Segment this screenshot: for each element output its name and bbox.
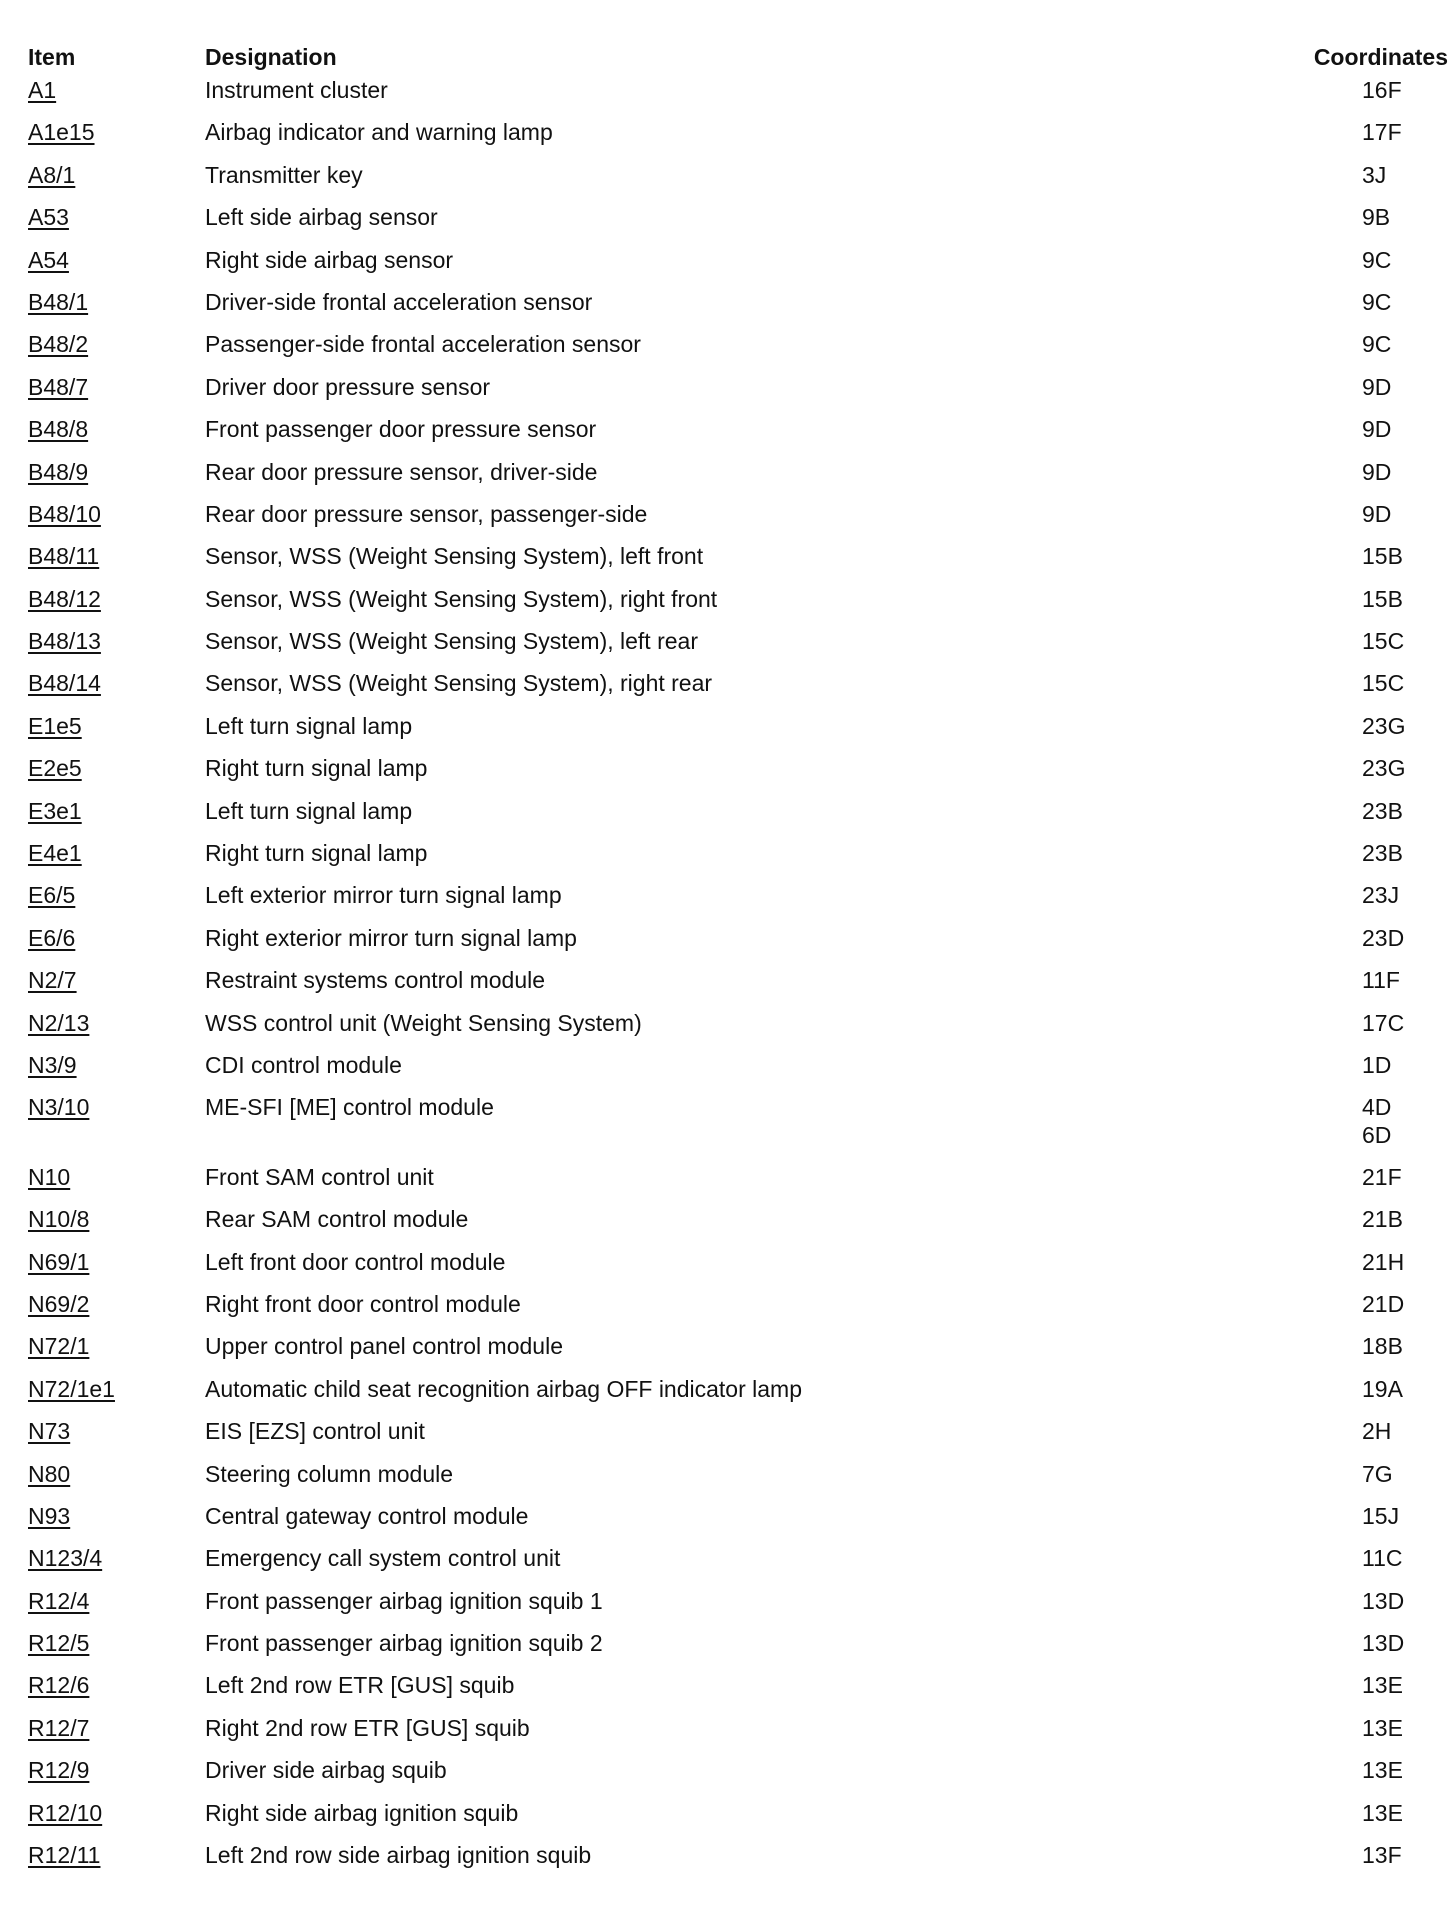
coordinate-value: 19A: [1362, 1375, 1403, 1402]
table-row: [28, 839, 1448, 881]
designation-cell: Rear door pressure sensor, passenger-side: [205, 500, 648, 527]
coordinates-cell: [1303, 1163, 1448, 1205]
coordinates-cell: [1303, 1205, 1448, 1247]
coordinates-cell: [1303, 1799, 1448, 1841]
item-link[interactable]: N72/1e1: [28, 1375, 115, 1402]
coordinate-value: 13D: [1362, 1587, 1405, 1614]
table-row: [28, 288, 1448, 330]
item-cell: [28, 1756, 205, 1798]
table-header-row: [28, 44, 1448, 76]
designation-cell: Restraint systems control module: [205, 967, 546, 994]
designation-cell: Front SAM control unit: [205, 1163, 434, 1190]
coordinate-value: 15C: [1362, 670, 1405, 697]
table-row: [28, 712, 1448, 754]
table-row: [28, 1290, 1448, 1332]
coordinate-value: 9D: [1362, 416, 1392, 443]
coordinate-value: 13E: [1362, 1672, 1403, 1699]
item-link[interactable]: N2/13: [28, 1009, 90, 1036]
coordinates-cell: [1303, 1248, 1448, 1290]
table-row: [28, 881, 1448, 923]
coordinates-cell: [1303, 458, 1448, 500]
item-link[interactable]: N69/2: [28, 1290, 90, 1317]
coordinate-value: 7G: [1362, 1460, 1393, 1487]
item-cell: [28, 1248, 205, 1290]
coordinate-value: 21D: [1362, 1290, 1405, 1317]
item-cell: [28, 1502, 205, 1544]
designation-cell: Passenger-side frontal acceleration sensor: [205, 331, 641, 358]
coordinate-value: 4D: [1362, 1094, 1392, 1121]
table-row: [28, 1093, 1448, 1162]
coordinates-cell: [1303, 1290, 1448, 1332]
item-cell: [28, 246, 205, 288]
item-link[interactable]: B48/8: [28, 416, 89, 443]
item-cell: [28, 1799, 205, 1841]
item-link[interactable]: R12/10: [28, 1799, 103, 1826]
designation-cell: Right front door control module: [205, 1290, 521, 1317]
designation-cell: Sensor, WSS (Weight Sensing System), right rear: [205, 670, 713, 697]
coordinates-cell: [1303, 500, 1448, 542]
item-cell: [28, 712, 205, 754]
coordinates-cell: [1303, 1629, 1448, 1671]
coordinate-value: 21F: [1362, 1163, 1402, 1190]
item-link[interactable]: B48/7: [28, 373, 89, 400]
coordinates-cell: [1303, 118, 1448, 160]
component-legend-table: [28, 44, 1448, 1883]
item-link[interactable]: N10/8: [28, 1206, 90, 1233]
table-row: [28, 1502, 1448, 1544]
table-row: [28, 669, 1448, 711]
designation-cell: CDI control module: [205, 1051, 402, 1078]
coordinates-cell: [1303, 373, 1448, 415]
item-cell: [28, 669, 205, 711]
item-cell: [28, 585, 205, 627]
item-link[interactable]: N3/9: [28, 1051, 77, 1078]
table-row: [28, 1587, 1448, 1629]
table-row: [28, 373, 1448, 415]
coordinate-value: 13D: [1362, 1630, 1405, 1657]
coordinates-cell: [1303, 1093, 1448, 1162]
item-cell: [28, 839, 205, 881]
item-cell: [28, 966, 205, 1008]
item-cell: [28, 1629, 205, 1671]
table-row: [28, 1756, 1448, 1798]
table-row: [28, 1671, 1448, 1713]
coordinates-cell: [1303, 1544, 1448, 1586]
designation-cell: Left 2nd row ETR [GUS] squib: [205, 1672, 515, 1699]
designation-cell: Left turn signal lamp: [205, 797, 413, 824]
item-cell: [28, 881, 205, 923]
designation-cell: Right turn signal lamp: [205, 755, 428, 782]
designation-cell: Right side airbag ignition squib: [205, 1799, 519, 1826]
coordinates-cell: [1303, 246, 1448, 288]
coordinate-value: 23D: [1362, 924, 1405, 951]
table-row: [28, 1205, 1448, 1247]
item-cell: [28, 118, 205, 160]
item-cell: [28, 1841, 205, 1883]
table-row: [28, 76, 1448, 118]
item-link[interactable]: E6/5: [28, 882, 76, 909]
item-cell: [28, 1544, 205, 1586]
item-cell: [28, 1009, 205, 1051]
designation-cell: Left exterior mirror turn signal lamp: [205, 882, 562, 909]
coordinate-value: 9D: [1362, 373, 1392, 400]
item-cell: [28, 1671, 205, 1713]
coordinates-cell: [1303, 76, 1448, 118]
table-row: [28, 1799, 1448, 1841]
table-row: [28, 627, 1448, 669]
table-row: [28, 797, 1448, 839]
item-link[interactable]: N2/7: [28, 967, 77, 994]
designation-cell: Transmitter key: [205, 161, 363, 188]
coordinate-value: 23G: [1362, 755, 1406, 782]
coordinates-cell: [1303, 1841, 1448, 1883]
designation-cell: Right side airbag sensor: [205, 246, 454, 273]
item-cell: [28, 754, 205, 796]
coordinate-value: 9C: [1362, 246, 1392, 273]
designation-cell: Front passenger airbag ignition squib 2: [205, 1630, 603, 1657]
item-cell: [28, 330, 205, 372]
designation-cell: Left side airbag sensor: [205, 204, 438, 231]
coordinate-value: 13F: [1362, 1842, 1402, 1869]
designation-column-header: Designation: [205, 44, 337, 70]
item-link[interactable]: E2e5: [28, 755, 82, 782]
designation-cell: Driver door pressure sensor: [205, 373, 491, 400]
coordinates-column-header: Coordinates: [1313, 44, 1448, 70]
item-link[interactable]: N69/1: [28, 1248, 90, 1275]
designation-cell: Sensor, WSS (Weight Sensing System), left front: [205, 543, 704, 570]
coordinates-cell: [1303, 161, 1448, 203]
item-cell: [28, 1051, 205, 1093]
item-cell: [28, 627, 205, 669]
coordinates-cell: [1303, 839, 1448, 881]
item-link[interactable]: A8/1: [28, 161, 76, 188]
designation-cell: Driver-side frontal acceleration sensor: [205, 288, 593, 315]
item-cell: [28, 1714, 205, 1756]
item-link[interactable]: E3e1: [28, 797, 82, 824]
coordinate-value: 17C: [1362, 1009, 1405, 1036]
coordinates-cell: [1303, 797, 1448, 839]
table-row: [28, 1544, 1448, 1586]
coordinate-value: 9B: [1362, 204, 1391, 231]
designation-cell: Front passenger door pressure sensor: [205, 416, 597, 443]
item-cell: [28, 161, 205, 203]
table-row: [28, 203, 1448, 245]
designation-cell: EIS [EZS] control unit: [205, 1418, 425, 1445]
item-link[interactable]: B48/9: [28, 458, 89, 485]
item-link[interactable]: B48/14: [28, 670, 101, 697]
coordinates-cell: [1303, 585, 1448, 627]
coordinate-value: 2H: [1362, 1418, 1392, 1445]
item-cell: [28, 1205, 205, 1247]
coordinate-value: 16F: [1362, 77, 1402, 103]
item-link[interactable]: N72/1: [28, 1333, 90, 1360]
coordinate-value: 21B: [1362, 1206, 1403, 1233]
coordinate-value: 17F: [1362, 119, 1402, 146]
table-row: [28, 1417, 1448, 1459]
coordinates-cell: [1303, 1714, 1448, 1756]
item-cell: [28, 203, 205, 245]
coordinate-value: 1D: [1362, 1051, 1392, 1078]
coordinates-cell: [1303, 1460, 1448, 1502]
table-row: [28, 415, 1448, 457]
coordinates-cell: [1303, 754, 1448, 796]
item-link[interactable]: R12/6: [28, 1672, 90, 1699]
coordinates-cell: [1303, 1756, 1448, 1798]
item-link[interactable]: B48/2: [28, 331, 89, 358]
designation-cell: Sensor, WSS (Weight Sensing System), right front: [205, 585, 718, 612]
coordinates-cell: [1303, 1671, 1448, 1713]
item-cell: [28, 1332, 205, 1374]
coordinate-value: 13E: [1362, 1757, 1403, 1784]
designation-cell: Automatic child seat recognition airbag OFF indicator lamp: [205, 1375, 803, 1402]
table-row: [28, 1714, 1448, 1756]
designation-cell: Airbag indicator and warning lamp: [205, 119, 553, 146]
coordinates-cell: [1303, 966, 1448, 1008]
table-row: [28, 1841, 1448, 1883]
coordinate-value: 3J: [1362, 161, 1387, 188]
item-cell: [28, 1163, 205, 1205]
coordinate-value: 11C: [1362, 1545, 1403, 1572]
table-row: [28, 458, 1448, 500]
table-row: [28, 330, 1448, 372]
coordinates-cell: [1303, 415, 1448, 457]
table-row: [28, 754, 1448, 796]
coordinates-cell: [1303, 1332, 1448, 1374]
coordinate-value: 9C: [1362, 288, 1392, 315]
coordinate-value: 11F: [1362, 967, 1400, 994]
designation-cell: Right turn signal lamp: [205, 840, 428, 867]
table-row: [28, 1629, 1448, 1671]
designation-cell: ME-SFI [ME] control module: [205, 1094, 494, 1121]
item-link[interactable]: N73: [28, 1418, 71, 1445]
item-column-header: Item: [28, 44, 76, 70]
coordinate-value: 15B: [1362, 585, 1403, 612]
table-row: [28, 1163, 1448, 1205]
item-link[interactable]: B48/13: [28, 628, 101, 655]
designation-cell: Sensor, WSS (Weight Sensing System), left rear: [205, 628, 698, 655]
item-link[interactable]: R12/11: [28, 1842, 101, 1869]
coordinates-cell: [1303, 712, 1448, 754]
coordinate-value: 9D: [1362, 500, 1392, 527]
table-row: [28, 500, 1448, 542]
item-link[interactable]: R12/4: [28, 1587, 90, 1614]
coordinates-cell: [1303, 669, 1448, 711]
designation-cell: Upper control panel control module: [205, 1333, 563, 1360]
item-link[interactable]: A1: [28, 77, 57, 103]
table-row: [28, 246, 1448, 288]
coordinate-value: 13E: [1362, 1799, 1403, 1826]
item-link[interactable]: E4e1: [28, 840, 82, 867]
designation-cell: Emergency call system control unit: [205, 1545, 561, 1572]
item-link[interactable]: N3/10: [28, 1094, 90, 1121]
designation-cell: Left 2nd row side airbag ignition squib: [205, 1842, 592, 1869]
designation-cell: Rear SAM control module: [205, 1206, 469, 1233]
coordinate-value: 9C: [1362, 331, 1392, 358]
coordinates-cell: [1303, 1375, 1448, 1417]
table-row: [28, 924, 1448, 966]
item-link[interactable]: B48/10: [28, 500, 101, 527]
designation-cell: Steering column module: [205, 1460, 454, 1487]
coordinates-cell: [1303, 1009, 1448, 1051]
coordinates-cell: [1303, 881, 1448, 923]
item-link[interactable]: R12/9: [28, 1757, 90, 1784]
coordinate-value: 23G: [1362, 712, 1406, 739]
table-row: [28, 1460, 1448, 1502]
table-row: [28, 1332, 1448, 1374]
item-link[interactable]: N123/4: [28, 1545, 103, 1572]
table-body: [28, 76, 1448, 1883]
table-row: [28, 118, 1448, 160]
designation-cell: Right exterior mirror turn signal lamp: [205, 924, 577, 951]
designation-cell: Central gateway control module: [205, 1502, 529, 1529]
table-row: [28, 161, 1448, 203]
item-cell: [28, 1375, 205, 1417]
item-link[interactable]: R12/7: [28, 1714, 90, 1741]
designation-cell: Left turn signal lamp: [205, 712, 413, 739]
coordinate-value: 15B: [1362, 543, 1403, 570]
coordinates-cell: [1303, 1417, 1448, 1459]
table-row: [28, 1248, 1448, 1290]
item-link[interactable]: B48/1: [28, 288, 89, 315]
coordinate-value: 23J: [1362, 882, 1400, 909]
item-link[interactable]: A54: [28, 246, 69, 273]
item-cell: [28, 373, 205, 415]
coordinates-cell: [1303, 330, 1448, 372]
item-link[interactable]: E1e5: [28, 712, 82, 739]
coordinate-value: 23B: [1362, 840, 1403, 867]
item-link[interactable]: A1e15: [28, 119, 95, 146]
table-row: [28, 1051, 1448, 1093]
table-row: [28, 966, 1448, 1008]
item-cell: [28, 76, 205, 118]
coordinate-value: 6D: [1362, 1122, 1392, 1149]
coordinates-cell: [1303, 1051, 1448, 1093]
table-row: [28, 1009, 1448, 1051]
item-cell: [28, 500, 205, 542]
item-link[interactable]: N80: [28, 1460, 71, 1487]
coordinate-value: 23B: [1362, 797, 1403, 824]
coordinates-cell: [1303, 924, 1448, 966]
coordinate-value: 15J: [1362, 1502, 1400, 1529]
item-link[interactable]: N10: [28, 1163, 71, 1190]
coordinate-value: 9D: [1362, 458, 1392, 485]
designation-cell: Instrument cluster: [205, 77, 388, 103]
designation-cell: Rear door pressure sensor, driver-side: [205, 458, 598, 485]
item-cell: [28, 1093, 205, 1162]
item-link[interactable]: R12/5: [28, 1630, 90, 1657]
coordinates-cell: [1303, 542, 1448, 584]
coordinates-cell: [1303, 1587, 1448, 1629]
item-link[interactable]: E6/6: [28, 924, 76, 951]
item-cell: [28, 288, 205, 330]
item-cell: [28, 415, 205, 457]
coordinate-value: 13E: [1362, 1714, 1403, 1741]
item-cell: [28, 797, 205, 839]
designation-cell: Driver side airbag squib: [205, 1757, 447, 1784]
item-link[interactable]: B48/12: [28, 585, 101, 612]
coordinates-cell: [1303, 203, 1448, 245]
item-link[interactable]: A53: [28, 204, 69, 231]
designation-cell: Front passenger airbag ignition squib 1: [205, 1587, 603, 1614]
coordinate-value: 18B: [1362, 1333, 1403, 1360]
coordinates-cell: [1303, 1502, 1448, 1544]
item-cell: [28, 924, 205, 966]
item-cell: [28, 1290, 205, 1332]
designation-cell: Right 2nd row ETR [GUS] squib: [205, 1714, 530, 1741]
table-row: [28, 1375, 1448, 1417]
item-link[interactable]: N93: [28, 1502, 71, 1529]
item-cell: [28, 1460, 205, 1502]
designation-cell: Left front door control module: [205, 1248, 506, 1275]
item-cell: [28, 1587, 205, 1629]
item-cell: [28, 1417, 205, 1459]
designation-cell: WSS control unit (Weight Sensing System): [205, 1009, 642, 1036]
coordinate-value: 15C: [1362, 628, 1405, 655]
item-link[interactable]: B48/11: [28, 543, 100, 570]
coordinate-value: 21H: [1362, 1248, 1405, 1275]
coordinates-cell: [1303, 627, 1448, 669]
table-row: [28, 585, 1448, 627]
item-cell: [28, 458, 205, 500]
item-cell: [28, 542, 205, 584]
coordinates-cell: [1303, 288, 1448, 330]
table-row: [28, 542, 1448, 584]
